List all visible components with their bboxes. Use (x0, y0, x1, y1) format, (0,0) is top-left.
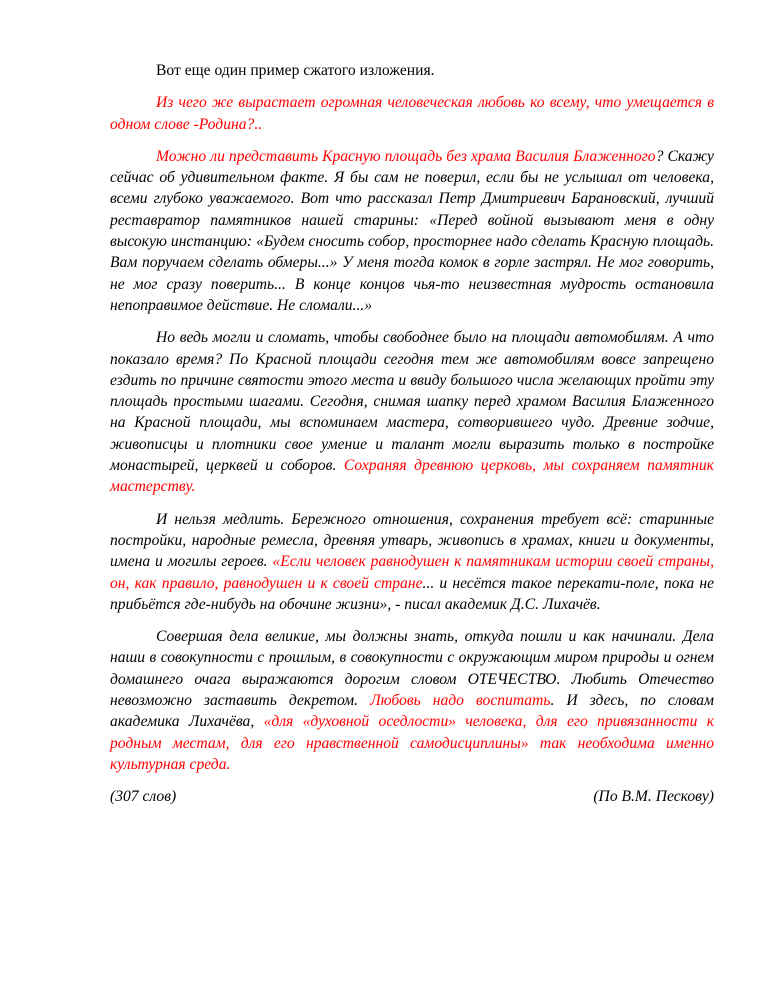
paragraph-4-text-end: ... и несётся такое перекати-поле, пока не прибьётся где-нибудь на обочине жизни», - писал академик Д.С. Лихачёв. (110, 574, 714, 613)
document-page (110, 60, 714, 808)
paragraph-1-highlight: Из чего же вырастает огромная человеческая любовь ко всему, что умещается в одном слове -Родина?.. (110, 94, 714, 133)
paragraph-5-highlight: Любовь надо воспитать (370, 692, 551, 710)
paragraph-5-text-mid: . И здесь, по словам академика Лихачёва, (110, 692, 714, 731)
document-footer (110, 786, 714, 807)
paragraph-5-text: Совершая дела великие, мы должны знать, откуда пошли и как начинали. Дела наши в совокупности с прошлым, в совокупности с окружающим миром природы и огнем домашнего очага выражаются дорогим словом ОТЕЧЕСТВО. Любить Отечество невозможно заставить декретом. (110, 628, 714, 710)
paragraph-1 (110, 92, 714, 135)
source-attribution: (По В.М. Пескову) (593, 788, 714, 806)
paragraph-3 (110, 327, 714, 497)
paragraph-5 (110, 626, 714, 775)
intro-text: Вот еще один пример сжатого изложения. (156, 62, 435, 79)
paragraph-5-quote: «для «духовной оседлости» человека, для его привязанности к родным местам, для его нравственной самодисциплины» так необходима именно культурная среда. (110, 713, 714, 773)
paragraph-4-text: И нельзя медлить. Бережного отношения, сохранения требует всё: старинные постройки, народные ремесла, древняя утварь, живопись в храмах, книги и документы, имена и могилы героев. (110, 510, 714, 571)
intro-line (110, 60, 714, 81)
paragraph-2 (110, 146, 714, 316)
paragraph-3-text: Но ведь могли и сломать, чтобы свободнее было на площади автомобилям. А что показало время? По Красной площади сегодня тем же автомобилям вовсе запрещено ездить по причине святости этого места и ввиду большого числа желающих пройти эту площадь простыми шагами. Сегодня, снимая шапку перед храмом Василия Блаженного на Красной площади, мы вспоминаем мастера, сотворившего чудо. Древние зодчие, живописцы и плотники свое умение и талант могли выразить только в постройке монастырей, церквей и соборов. (110, 329, 714, 475)
paragraph-2-text: ? Скажу сейчас об удивительном факте. Я бы сам не поверил, если бы не услышал от человека, всеми глубоко уважаемого. Вот что рассказал Петр Дмитриевич Барановский, лучший реставратор памятников нашей старины: «Перед войной вызывают меня в одну высокую инстанцию: «Будем сносить собор, просторнее надо сделать Красную площадь. Вам поручаем сделать обмеры...» У меня тогда комок в горле застрял. Не мог говорить, не мог сразу поверить... В конце концов чья-то неизвестная мудрость остановила непоправимое действие. Не сломали...» (110, 147, 714, 314)
word-count: (307 слов) (110, 788, 177, 806)
paragraph-4 (110, 509, 714, 615)
paragraph-2-highlight: Можно ли представить Красную площадь без храма Василия Блаженного (156, 147, 656, 165)
paragraph-4-highlight: «Если человек равнодушен к памятникам истории своей страны, он, как правило, равнодушен и к своей стране (110, 553, 714, 592)
paragraph-3-highlight: Сохраняя древнюю церковь, мы сохраняем памятник мастерству. (110, 457, 714, 496)
